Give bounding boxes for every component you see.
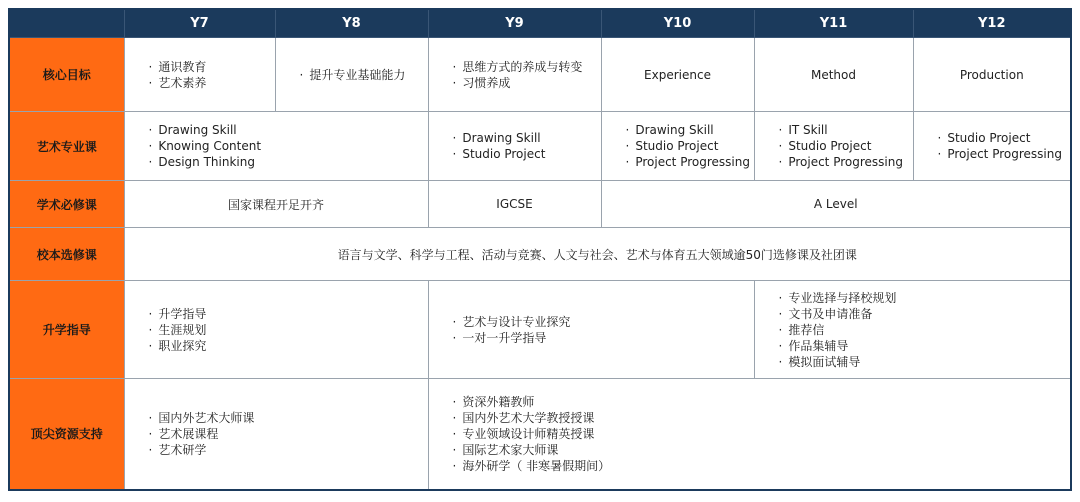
list-item: · Project Progressing bbox=[626, 154, 754, 170]
row-school-electives bbox=[9, 228, 1071, 281]
row-label-school-electives: 校本选修课 bbox=[9, 228, 124, 281]
list-item: · Project Progressing bbox=[779, 154, 913, 170]
art-major-y7-y8 bbox=[124, 112, 428, 181]
list-item: · 提升专业基础能力 bbox=[300, 67, 428, 83]
list-item: · Drawing Skill bbox=[149, 122, 428, 138]
list-item: · 作品集辅导 bbox=[779, 338, 1071, 354]
header-y7: Y7 bbox=[124, 9, 275, 38]
list-item: · 艺术研学 bbox=[149, 442, 428, 458]
list-item: · 职业探究 bbox=[149, 338, 428, 354]
header-y9: Y9 bbox=[428, 9, 601, 38]
row-label-admission-guidance: 升学指导 bbox=[9, 281, 124, 379]
core-goals-y10: Experience bbox=[601, 38, 754, 112]
admission-guidance-y7-y8 bbox=[124, 281, 428, 379]
top-resources-y9-y12 bbox=[428, 379, 1071, 490]
list-item: · 专业选择与择校规划 bbox=[779, 290, 1071, 306]
row-academic-required bbox=[9, 181, 1071, 228]
header-y10: Y10 bbox=[601, 9, 754, 38]
art-major-y10 bbox=[601, 112, 754, 181]
list-item: · 国内外艺术大学教授授课 bbox=[453, 410, 1071, 426]
table-header bbox=[9, 9, 1071, 38]
list-item: · 文书及申请准备 bbox=[779, 306, 1071, 322]
row-label-academic-required: 学术必修课 bbox=[9, 181, 124, 228]
list-item: · Studio Project bbox=[779, 138, 913, 154]
core-goals-y7 bbox=[124, 38, 275, 112]
list-item: · 艺术与设计专业探究 bbox=[453, 314, 754, 330]
list-item: · Studio Project bbox=[626, 138, 754, 154]
curriculum-table-wrapper bbox=[8, 8, 1070, 491]
admission-guidance-y9-y10 bbox=[428, 281, 754, 379]
list-item: · Drawing Skill bbox=[453, 130, 601, 146]
list-item: · 推荐信 bbox=[779, 322, 1071, 338]
header-corner bbox=[9, 9, 124, 38]
academic-required-y9: IGCSE bbox=[428, 181, 601, 228]
core-goals-y8 bbox=[275, 38, 428, 112]
header-y8: Y8 bbox=[275, 9, 428, 38]
row-art-major bbox=[9, 112, 1071, 181]
list-item: · Studio Project bbox=[938, 130, 1071, 146]
list-item: · 艺术素养 bbox=[149, 75, 275, 91]
art-major-y11 bbox=[754, 112, 913, 181]
school-electives-all: 语言与文学、科学与工程、活动与竞赛、人文与社会、艺术与体育五大领域逾50门选修课及社团课 bbox=[124, 228, 1071, 281]
row-admission-guidance bbox=[9, 281, 1071, 379]
header-y11: Y11 bbox=[754, 9, 913, 38]
row-label-top-resources: 顶尖资源支持 bbox=[9, 379, 124, 490]
row-core-goals bbox=[9, 38, 1071, 112]
list-item: · 资深外籍教师 bbox=[453, 394, 1071, 410]
header-y12: Y12 bbox=[913, 9, 1071, 38]
core-goals-y9 bbox=[428, 38, 601, 112]
art-major-y9 bbox=[428, 112, 601, 181]
academic-required-y7-y8: 国家课程开足开齐 bbox=[124, 181, 428, 228]
top-resources-y7-y8 bbox=[124, 379, 428, 490]
academic-required-y10-y12: A Level bbox=[601, 181, 1071, 228]
list-item: · 国内外艺术大师课 bbox=[149, 410, 428, 426]
list-item: · 模拟面试辅导 bbox=[779, 354, 1071, 370]
list-item: · 海外研学（ 非寒暑假期间） bbox=[453, 458, 1071, 474]
list-item: · 艺术展课程 bbox=[149, 426, 428, 442]
list-item: · 通识教育 bbox=[149, 59, 275, 75]
list-item: · 习惯养成 bbox=[453, 75, 601, 91]
admission-guidance-y11-y12 bbox=[754, 281, 1071, 379]
list-item: · Project Progressing bbox=[938, 146, 1071, 162]
list-item: · Knowing Content bbox=[149, 138, 428, 154]
list-item: · 专业领域设计师精英授课 bbox=[453, 426, 1071, 442]
list-item: · IT Skill bbox=[779, 122, 913, 138]
list-item: · 生涯规划 bbox=[149, 322, 428, 338]
curriculum-table bbox=[8, 8, 1072, 491]
list-item: · Studio Project bbox=[453, 146, 601, 162]
row-label-core-goals: 核心目标 bbox=[9, 38, 124, 112]
core-goals-y12: Production bbox=[913, 38, 1071, 112]
row-top-resources bbox=[9, 379, 1071, 490]
row-label-art-major: 艺术专业课 bbox=[9, 112, 124, 181]
list-item: · Design Thinking bbox=[149, 154, 428, 170]
list-item: · 国际艺术家大师课 bbox=[453, 442, 1071, 458]
core-goals-y11: Method bbox=[754, 38, 913, 112]
art-major-y12 bbox=[913, 112, 1071, 181]
list-item: · 升学指导 bbox=[149, 306, 428, 322]
list-item: · Drawing Skill bbox=[626, 122, 754, 138]
list-item: · 一对一升学指导 bbox=[453, 330, 754, 346]
list-item: · 思维方式的养成与转变 bbox=[453, 59, 601, 75]
